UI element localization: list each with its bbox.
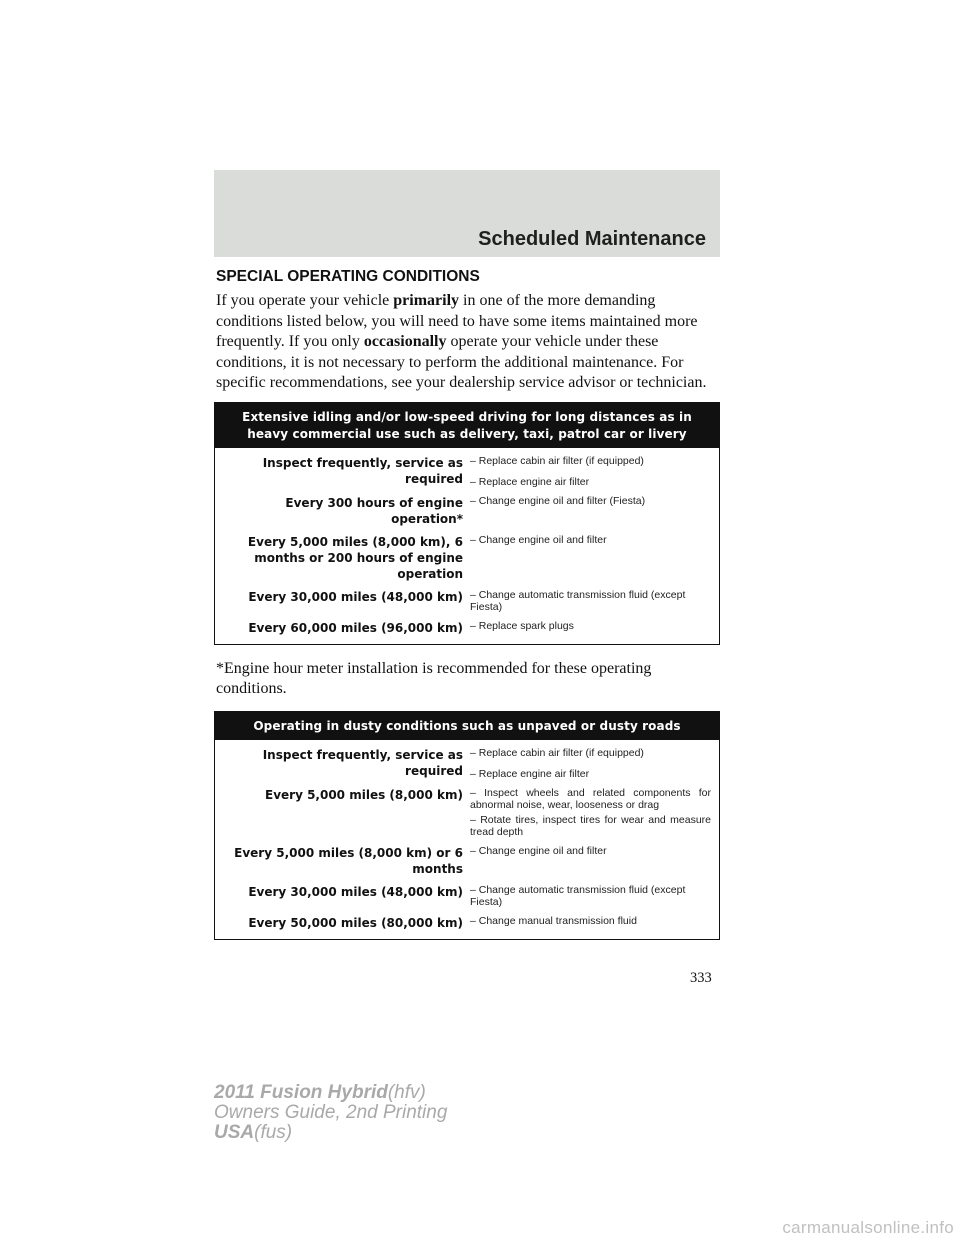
row-items [463,787,719,838]
row-label: Every 30,000 miles (48,000 km) [248,885,463,899]
footer-print-mark [214,1083,447,1143]
row-items [463,495,719,527]
table-idling [214,402,720,645]
section-heading: SPECIAL OPERATING CONDITIONS [216,268,480,285]
table-row [215,582,719,613]
intro-text-1: If you operate your vehicle [216,292,394,309]
table-row [215,448,719,488]
row-items [463,534,719,582]
table-row [215,527,719,582]
intro-bold-primarily: primarily [393,292,460,309]
row-item: – Change automatic transmission fluid (except Fiesta) [470,589,686,613]
row-item: – Replace engine air filter [470,476,590,488]
page-number: 333 [690,970,712,986]
intro-bold-occasionally: occasionally [363,333,447,350]
header-band [214,170,720,257]
row-items [463,620,719,636]
footer-line-1 [214,1083,447,1103]
row-label: Every 300 hours of engine operation* [285,496,463,526]
row-item: – Inspect wheels and related components for abnormal noise, wear, looseness or drag [470,787,711,811]
row-items [463,747,719,780]
footer-region-code: (fus) [254,1122,293,1143]
row-items [463,915,719,931]
row-item: – Change manual transmission fluid [470,915,637,927]
row-item: – Replace cabin air filter (if equipped) [470,747,644,759]
intro-text-3: operate your vehicle under these conditions, it is not necessary to perform the additional maintenance. For specific recommendations, see your dealership service advisor or technician. [216,333,707,391]
row-label: Every 5,000 miles (8,000 km) [265,788,463,802]
row-items [463,845,719,877]
table-row [215,740,719,780]
row-items [463,884,719,908]
row-item: – Change engine oil and filter (Fiesta) [470,495,646,507]
header-title: Scheduled Maintenance [478,228,706,250]
watermark: carmanualsonline.info [782,1218,954,1237]
table-row [215,838,719,877]
row-label: Every 50,000 miles (80,000 km) [248,916,463,930]
row-label: Every 30,000 miles (48,000 km) [248,590,463,604]
intro-paragraph [216,291,724,394]
row-label: Inspect frequently, service as required [262,456,463,486]
footer-region: USA [214,1122,255,1143]
row-item: – Change engine oil and filter [470,845,607,857]
table-row [215,613,719,644]
row-label: Every 5,000 miles (8,000 km) or 6 months [234,846,463,876]
row-label: Inspect frequently, service as required [262,748,463,778]
row-label: Every 60,000 miles (96,000 km) [248,621,463,635]
row-item: – Replace cabin air filter (if equipped) [470,455,644,467]
table-idling-header: Extensive idling and/or low-speed driving for long distances as in heavy commercial use such as delivery, taxi, patrol car or livery [215,403,719,448]
footnote: *Engine hour meter installation is recommended for these operating conditions. [216,660,652,697]
table-row [215,488,719,527]
row-item: – Change engine oil and filter [470,534,607,546]
row-item: – Replace spark plugs [470,620,574,632]
footer-line-2: Owners Guide, 2nd Printing [214,1102,448,1123]
table-row [215,877,719,908]
row-item: – Replace engine air filter [470,768,590,780]
table-dusty [214,711,720,940]
table-row [215,908,719,939]
row-item: – Rotate tires, inspect tires for wear and measure tread depth [470,814,711,838]
row-label: Every 5,000 miles (8,000 km), 6 months or 200 hours of engine operation [247,535,463,581]
table-row [215,780,719,838]
table-dusty-header: Operating in dusty conditions such as unpaved or dusty roads [215,712,719,740]
intro-text-2: in one of the more demanding conditions listed below, you will need to have some items maintained more frequently. If you only [216,292,698,350]
footer-model: 2011 Fusion Hybrid [214,1082,388,1103]
row-items [463,455,719,488]
footer-model-code: (hfv) [387,1082,426,1103]
footer-line-3 [214,1123,447,1143]
row-items [463,589,719,613]
row-item: – Change automatic transmission fluid (except Fiesta) [470,884,686,908]
